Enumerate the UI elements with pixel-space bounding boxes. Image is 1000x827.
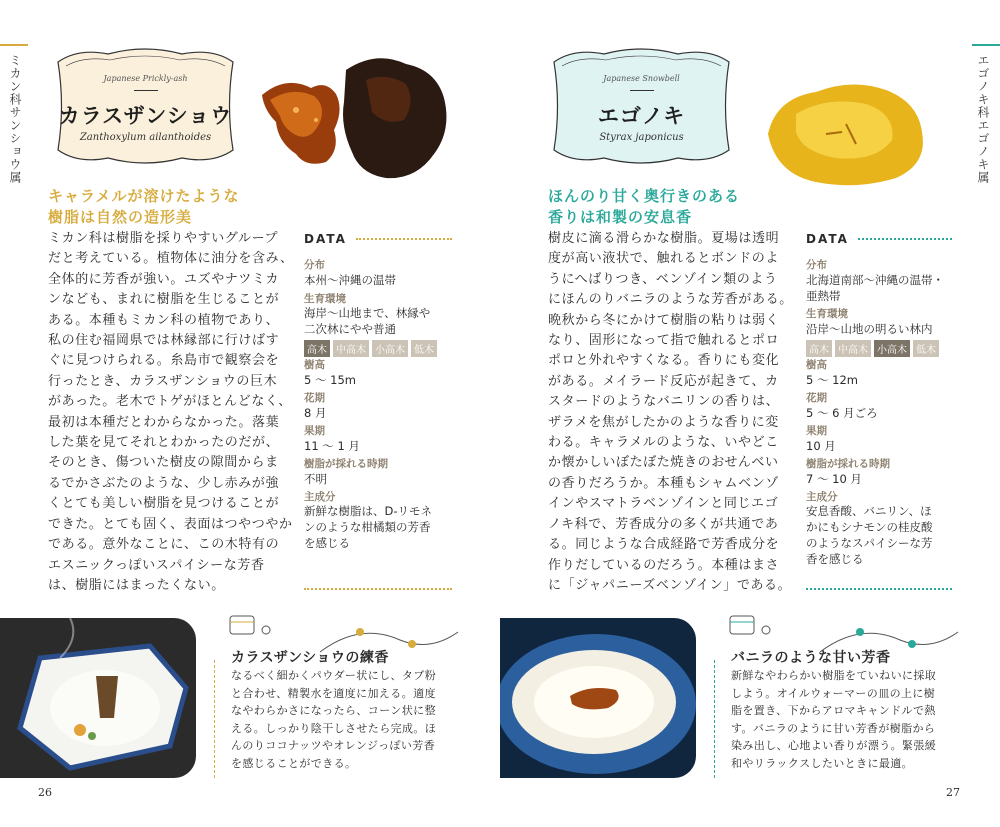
tag-shrub: 低木: [411, 340, 437, 357]
recipe-title: カラスザンショウの練香: [231, 650, 389, 666]
common-name-script: Japanese Prickly-ash: [103, 74, 188, 83]
resin-photo: [756, 74, 932, 190]
data-value-habitat: 沿岸～山地の明るい林内: [806, 322, 933, 336]
incense-icon: [222, 606, 302, 646]
data-value-height: 5 ～ 12m: [806, 373, 858, 387]
tag-tall-tree: 高木: [304, 340, 330, 357]
body-text: 樹皮に滴る滑らかな樹脂。夏場は透明 度が高い液状で、触れるとボンドのよ うにへばりつき、ベンゾイン類のよう にほんのりバニラのような芳香がある。 晩秋から冬にかけて樹脂の粘りは弱く なり、固形になって指で触れるとポロ ポロと外れやすくなる。香りにも変化 がある。メイラード反応が起きて、カ スタードのようなバニリンの香りは、 ザラメを焦がしたかのような香りに変 わる。キャラメルのような、いやどこ か懐かしいぼたぼた焼きのおせんべい の香りだろうか。本種もシャムベンゾ インやスマトラベンゾインと同じエゴ ノキ科で、芳香成分の多くが共通であ る。同じような合成経路で芳香成分を 作りだしているのだろう。本種はまさ に「ジャパニーズベンゾイン」である。: [548, 231, 793, 593]
data-label-distribution: 分布: [304, 259, 325, 271]
plant-title: エゴノキ: [597, 104, 686, 128]
family-label: ミカン科サンショウ属: [8, 54, 22, 184]
title-frame: [544, 44, 739, 168]
data-value-distribution: 本州～沖縄の温帯: [304, 273, 396, 287]
headline: キャラメルが溶けたような 樹脂は自然の造形美: [48, 187, 240, 226]
tree-size-tags: [304, 340, 437, 357]
data-label-distribution: 分布: [806, 259, 827, 271]
data-bottom-dotline: [806, 588, 952, 590]
data-heading: DATA: [806, 232, 849, 246]
data-label-habitat: 生育環境: [304, 293, 346, 305]
box-side-line: [714, 660, 717, 778]
data-label-fruiting: 果期: [806, 425, 827, 437]
warmer-photo: [500, 618, 696, 778]
incense-photo: [0, 618, 196, 778]
data-label-fruiting: 果期: [304, 425, 325, 437]
data-label-height: 樹高: [304, 359, 325, 371]
incense-icon: [722, 606, 802, 646]
data-value-components: 新鮮な樹脂は、D-リモネ ンのような柑橘類の芳香 を感じる: [304, 504, 433, 550]
common-name-script: Japanese Snowbell: [603, 74, 680, 83]
recipe-text: なるべく細かくパウダー状にし、タブ粉 と合わせ、精製水を適度に加える。適度 なやわらかさになったら、コーン状に整 える。しっかり陰干しさせたら完成。ほ んのりココナッツやオレンジっぽい芳香 を感じることができる。: [231, 669, 437, 770]
recipe-title: バニラのような甘い芳香: [731, 650, 891, 666]
tag-small-tree: 小高木: [372, 340, 408, 357]
data-value-flowering: 5 ～ 6 月ごろ: [806, 406, 878, 420]
resin-photo: [256, 50, 452, 190]
data-dotline: [356, 238, 452, 240]
body-text: ミカン科は樹脂を採りやすいグループ だと考えている。植物体に油分を含み、 全体的に芳香が強い。ユズやナツミカ ンなども、まれに樹脂を生じることが ある。本種もミカン科の植物であり、 私の住む福岡県では林縁部に行けばす ぐに見つけられる。糸島市で観察会を 行ったとき、カラスザンショウの巨木 があった。老木でトゲがほとんどなく、 最初は本種だとわからなかった。落葉 した葉を見てそれとわかったのだが、 そのとき、傷ついた樹皮の隙間からま るでかさぶたのような、少し赤みが強 くとても美しい樹脂を見つけることが できた。とても固く、表面はつやつやか である。意外なことに、この木特有の エスニックっぽいスパイシーな芳香 は、樹脂にはまったくない。: [48, 231, 294, 593]
data-value-fruiting: 10 月: [806, 439, 836, 453]
data-label-resin-season: 樹脂が採れる時期: [304, 458, 388, 470]
data-value-distribution: 北海道南部～沖縄の温帯・ 亜熱帯: [806, 273, 944, 303]
title-frame: [48, 44, 243, 168]
latin-name: Zanthoxylum ailanthoides: [79, 132, 212, 143]
plant-title: カラスザンショウ: [58, 104, 233, 128]
divider: [630, 90, 654, 91]
data-value-resin-season: 7 ～ 10 月: [806, 472, 862, 486]
family-label: エゴノキ科エゴノキ属: [976, 54, 990, 184]
data-label-flowering: 花期: [806, 392, 827, 404]
data-label-components: 主成分: [304, 491, 336, 503]
right-page: [500, 0, 1000, 827]
data-dotline: [858, 238, 952, 240]
data-heading: DATA: [304, 232, 347, 246]
data-label-height: 樹高: [806, 359, 827, 371]
data-label-habitat: 生育環境: [806, 308, 848, 320]
box-side-line: [214, 660, 217, 778]
tag-shrub: 低木: [913, 340, 939, 357]
recipe-text: 新鮮なやわらかい樹脂をていねいに採取 しよう。オイルウォーマーの皿の上に樹 脂を置き、下からアロマキャンドルで熱 す。バニラのように甘い芳香が樹脂から 染み出し、心地よい香りが漂う。緊張緩 和やリラックスしたいときに最適。: [731, 669, 937, 770]
top-accent-line: [972, 44, 1000, 46]
data-label-components: 主成分: [806, 491, 838, 503]
tag-mid-tall-tree: 中高木: [333, 340, 369, 357]
data-label-flowering: 花期: [304, 392, 325, 404]
page-number: 27: [946, 786, 960, 799]
tag-small-tree: 小高木: [874, 340, 910, 357]
data-value-height: 5 ～ 15m: [304, 373, 356, 387]
data-value-fruiting: 11 ～ 1 月: [304, 439, 360, 453]
page-number: 26: [38, 786, 52, 799]
data-value-habitat: 海岸～山地まで、林縁や 二次林にやや普通: [304, 306, 431, 336]
data-bottom-dotline: [304, 588, 452, 590]
data-value-components: 安息香酸、バニリン、ほ かにもシナモンの桂皮酸 のようなスパイシーな芳 香を感じる: [806, 504, 933, 566]
tag-mid-tall-tree: 中高木: [835, 340, 871, 357]
data-value-resin-season: 不明: [304, 472, 327, 486]
data-value-flowering: 8 月: [304, 406, 327, 420]
latin-name: Styrax japonicus: [599, 132, 684, 143]
tag-tall-tree: 高木: [806, 340, 832, 357]
divider: [134, 90, 158, 91]
headline: ほんのり甘く奥行きのある 香りは和製の安息香: [548, 187, 741, 226]
tree-size-tags: [806, 340, 939, 357]
data-label-resin-season: 樹脂が採れる時期: [806, 458, 890, 470]
